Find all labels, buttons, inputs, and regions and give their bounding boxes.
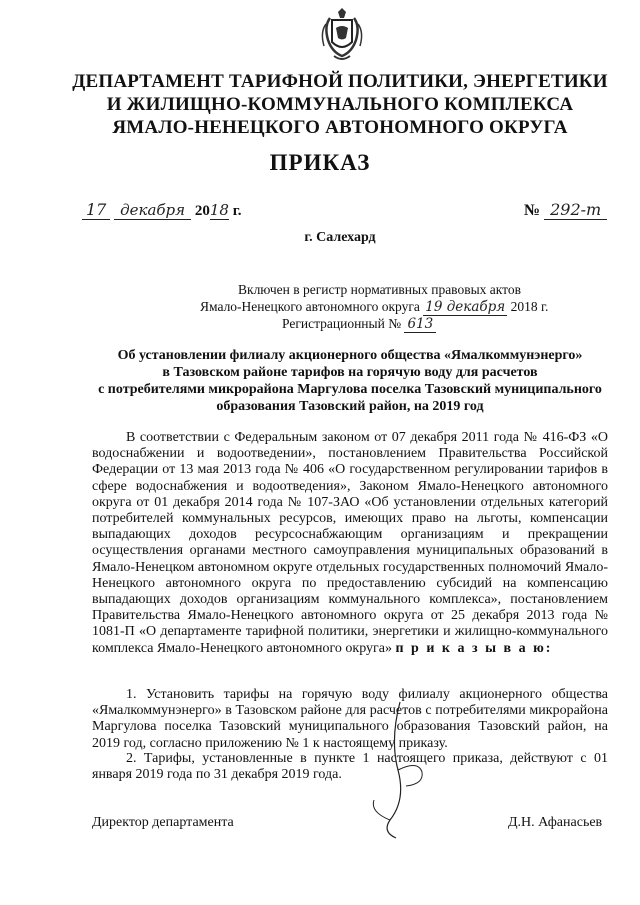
registry-line2	[200, 299, 548, 316]
order-title-line4: образования Тазовский район, на 2019 год	[216, 399, 484, 414]
department-name-line1: ДЕПАРТАМЕНТ ТАРИФНОЙ ПОЛИТИКИ, ЭНЕРГЕТИКИ	[72, 71, 608, 92]
document-type: ПРИКАЗ	[269, 150, 371, 175]
date-year-suffix: 18	[209, 201, 229, 219]
coat-of-arms-icon	[318, 6, 366, 64]
registry-date: 19 декабря	[425, 299, 506, 315]
department-name-line2: И ЖИЛИЩНО-КОММУНАЛЬНОГО КОМПЛЕКСА	[106, 94, 574, 115]
date-month: декабря	[114, 201, 191, 220]
preamble-command: п р и к а з ы в а ю:	[395, 640, 553, 656]
number-value: 292-т	[544, 200, 607, 220]
document-date	[82, 200, 242, 220]
order-title-line2: в Тазовском районе тарифов на горячую воду для расчетов	[162, 365, 538, 380]
preamble-paragraph	[92, 430, 608, 657]
order-title	[90, 347, 610, 415]
preamble-text: В соответствии с Федеральным законом от 07 декабря 2011 года № 416-ФЗ «О водоснабжении и водоотведении», постановлением Правительства Российской Федерации от 13 мая 2013 года № 406 «О государственном регулировании тарифов в сфере водоснабжения и водоотведения», Законом Ямало-Ненецкого автономного округа от 01 декабря 2014 года № 107-ЗАО «Об установлении отдельных категорий потребителей коммунальных ресурсов, имеющих право на льготы, компенсации выпадающих доходов ресурсоснабжающим организациям и прекращении осуществления органами местного самоуправления муниципальных образований в Ямало-Ненецком автономном округе отдельных государственных полномочий Ямало-Ненецкого автономного округа по предоставлению субсидий на компенсацию выпадающих доходов организациям коммунального комплекса», постановлением Правительства Ямало-Ненецкого автономного округа от 25 декабря 2013 года № 1081-П «О департаменте тарифной политики, энергетики и жилищно-коммунального комплекса Ямало-Ненецкого автономного округа»	[92, 430, 608, 656]
signature-position: Директор департамента	[92, 815, 234, 830]
number-label: №	[524, 202, 541, 219]
city: г. Салехард	[304, 230, 376, 245]
signature-name: Д.Н. Афанасьев	[508, 815, 603, 830]
order-title-line1: Об установлении филиалу акционерного общества «Ямалкоммунэнерго»	[117, 348, 583, 363]
order-item-2: 2. Тарифы, установленные в пункте 1 настоящего приказа, действуют с 01 января 2019 года по 31 декабря 2019 года.	[92, 751, 608, 783]
registry-line2-suffix: 2018 г.	[510, 299, 549, 314]
date-suffix: г.	[232, 203, 242, 219]
department-name-line3: ЯМАЛО-НЕНЕЦКОГО АВТОНОМНОГО ОКРУГА	[112, 117, 568, 138]
registry-line2-prefix: Ямало-Ненецкого автономного округа	[200, 299, 420, 314]
registry-line3	[282, 316, 436, 333]
date-day: 17	[82, 200, 110, 220]
registry-number-label: Регистрационный №	[282, 316, 402, 331]
registry-number: 613	[404, 316, 436, 333]
date-year-prefix: 20	[194, 203, 210, 219]
registry-line1: Включен в регистр нормативных правовых актов	[238, 282, 522, 297]
order-title-line3: с потребителями микрорайона Маргулова поселка Тазовский муниципального	[98, 382, 602, 397]
order-item-1: 1. Установить тарифы на горячую воду филиалу акционерного общества «Ямалкоммунэнерго» в Тазовском районе для расчетов с потребителями микрорайона Маргулова поселка Тазовский муниципального образования Тазовский район, на 2019 год, согласно приложению № 1 к настоящему приказу.	[92, 687, 608, 751]
document-number	[524, 200, 607, 220]
